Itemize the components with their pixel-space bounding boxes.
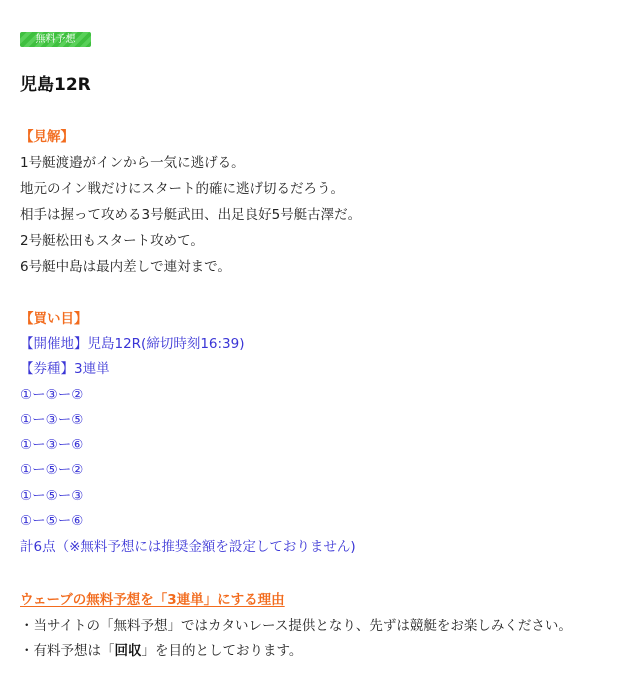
bets-heading: 【買い目】	[20, 311, 88, 327]
reason-line-suffix: 」を目的としております。	[141, 643, 303, 659]
bets-venue: 【開催地】児島12R(締切時刻16:39)	[20, 336, 245, 352]
bet-combo: ①ー③ー②	[20, 387, 84, 403]
reason-heading: ウェーブの無料予想を「3連単」にする理由	[20, 592, 285, 608]
reason-emphasis: 回収	[114, 643, 142, 659]
free-prediction-badge: 無料予想	[20, 32, 91, 47]
bets-type: 【券種】3連単	[20, 361, 110, 377]
bet-combo: ①ー⑤ー⑥	[20, 513, 84, 529]
opinion-line: 1号艇渡邉がインから一気に逃げる。	[20, 155, 245, 171]
opinion-heading: 【見解】	[20, 129, 74, 145]
bets-total: 計6点（※無料予想には推奨金額を設定しておりません)	[20, 539, 356, 555]
reason-line: ・当サイトの「無料予想」ではカタいレース提供となり、先ずは競艇をお楽しみください。	[20, 618, 572, 634]
race-title: 児島12R	[20, 75, 91, 95]
opinion-line: 地元のイン戦だけにスタート的確に逃げ切るだろう。	[20, 181, 344, 197]
reason-line	[20, 641, 302, 661]
bet-combo: ①ー⑤ー②	[20, 462, 84, 478]
bet-combo: ①ー③ー⑤	[20, 412, 84, 428]
opinion-line: 6号艇中島は最内差しで連対まで。	[20, 259, 231, 275]
bet-combo: ①ー③ー⑥	[20, 437, 84, 453]
opinion-line: 2号艇松田もスタート攻めて。	[20, 233, 204, 249]
opinion-line: 相手は握って攻める3号艇武田、出足良好5号艇古澤だ。	[20, 207, 362, 223]
reason-line-prefix: ・有料予想は「	[20, 643, 115, 659]
bet-combo: ①ー⑤ー③	[20, 488, 84, 504]
